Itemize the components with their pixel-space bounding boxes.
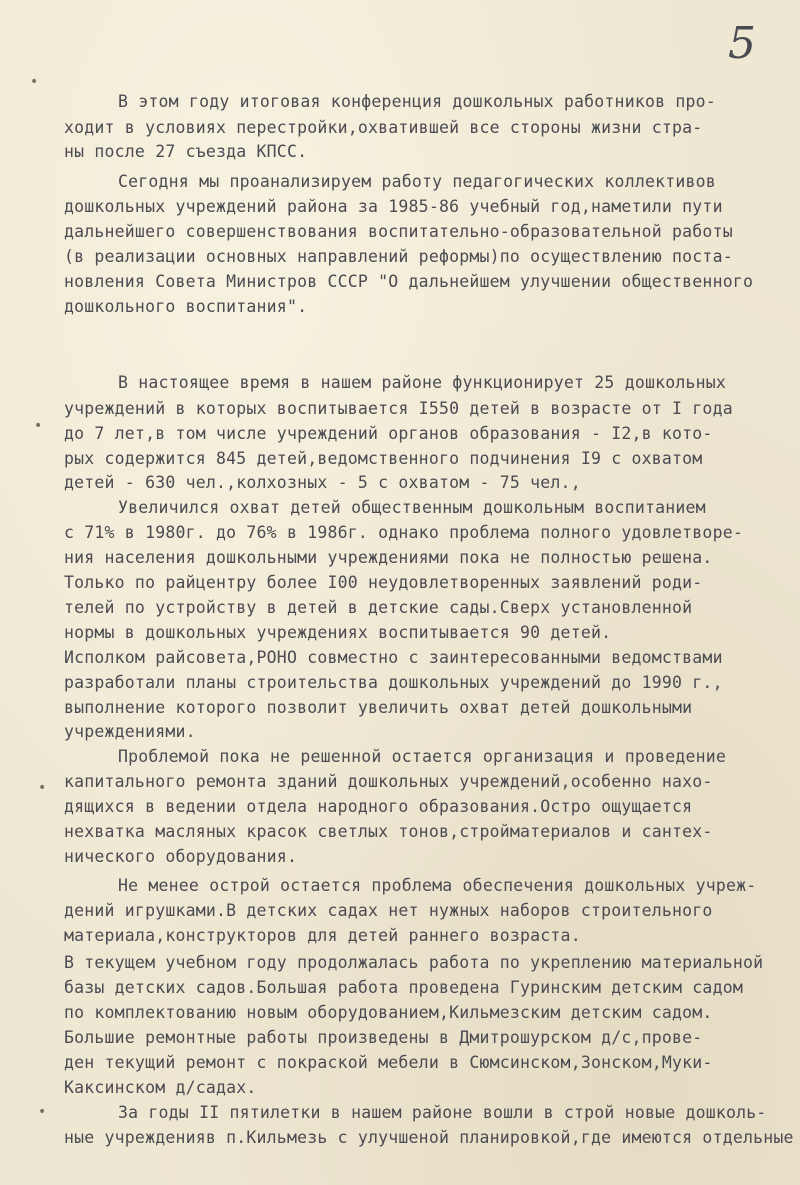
text-line: ные учрежденияв п.Кильмезь с улучшеной планировкой,где имеются отдельные	[64, 1128, 794, 1147]
text-line: выполнение которого позволит увеличить охват детей дошкольными	[64, 698, 693, 717]
text-line: ны после 27 съезда КПСС.	[64, 142, 308, 161]
text-line: (в реализации основных направлений реформы)по осуществлению поста-	[64, 247, 733, 266]
text-line: учреждений в которых воспитывается I550 детей в возрасте от I года	[64, 399, 733, 418]
text-line: дящихся в ведении отдела народного образования.Остро ощущается	[64, 797, 693, 816]
text-line: В настоящее время в нашем районе функционирует 25 дошкольных	[118, 373, 727, 392]
text-line: ходит в условиях перестройки,охватившей все стороны жизни стра-	[64, 118, 703, 137]
text-line: новления Совета Министров СССР "О дальнейшем улучшении общественного	[64, 272, 754, 291]
margin-mark: •	[38, 1104, 47, 1120]
text-line: дошкольных учреждений района за 1985-86 учебный год,наметили пути	[64, 197, 723, 216]
text-line: с 71% в 1980г. до 76% в 1986г. однако проблема полного удовлетворе-	[64, 523, 743, 542]
text-line: нехватка масляных красок светлых тонов,стройматериалов и сантех-	[64, 822, 713, 841]
text-line: Каксинском д/садах.	[64, 1078, 257, 1097]
text-line: базы детских садов.Большая работа проведена Гуринским детским садом	[64, 978, 743, 997]
text-line: дений игрушками.В детских садах нет нужных наборов строительного	[64, 901, 713, 920]
text-line: по комплектованию новым оборудованием,Кильмезским детским садом.	[64, 1003, 713, 1022]
text-line: Сегодня мы проанализируем работу педагогических коллективов	[118, 172, 716, 191]
text-line: Большие ремонтные работы произведены в Дмитрошурском д/с,прове-	[64, 1028, 703, 1047]
text-line: ден текущий ремонт с покраской мебели в Сюмсинском,Зонском,Муки-	[64, 1053, 713, 1072]
text-line: В этом году итоговая конференция дошкольных работников про-	[118, 92, 716, 111]
text-line: нического оборудования.	[64, 847, 298, 866]
text-line: материала,конструкторов для детей раннего возраста.	[64, 926, 581, 945]
text-line: дошкольного воспитания".	[64, 297, 308, 316]
margin-mark: •	[38, 780, 47, 796]
text-line: Исполком райсовета,РОНО совместно с заинтересованными ведомствами	[64, 648, 723, 667]
text-line: За годы II пятилетки в нашем районе вошли в строй новые дошколь-	[118, 1103, 767, 1122]
text-line: учреждениями.	[64, 722, 196, 741]
text-line: дальнейшего совершенствования воспитательно-образовательной работы	[64, 222, 733, 241]
text-line: Только по райцентру более I00 неудовлетворенных заявлений роди-	[64, 573, 703, 592]
text-line: телей по устройству в детей в детские сады.Сверх установленной	[64, 598, 693, 617]
text-line: В текущем учебном году продолжалась работа по укреплению материальной	[64, 953, 764, 972]
margin-mark: •	[30, 74, 39, 90]
text-line: капитального ремонта зданий дошкольных учреждений,особенно нахо-	[64, 772, 713, 791]
text-line: Проблемой пока не решенной остается организация и проведение	[118, 747, 727, 766]
margin-mark: •	[34, 418, 43, 434]
text-line: Не менее острой остается проблема обеспечения дошкольных учреж-	[118, 876, 757, 895]
text-line: детей - 630 чел.,колхозных - 5 с охватом - 75 чел.,	[64, 473, 581, 492]
text-line: нормы в дошкольных учреждениях воспитывается 90 детей.	[64, 623, 612, 642]
text-line: разработали планы строительства дошкольных учреждений до 1990 г.,	[64, 673, 723, 692]
text-line: рых содержится 845 детей,ведомственного подчинения I9 с охватом	[64, 449, 703, 468]
page-number: 5	[728, 18, 756, 69]
text-line: до 7 лет,в том числе учреждений органов образования - I2,в кото-	[64, 424, 713, 443]
text-line: Увеличился охват детей общественным дошкольным воспитанием	[118, 498, 706, 517]
text-line: ния населения дошкольными учреждениями пока не полностью решена.	[64, 548, 713, 567]
